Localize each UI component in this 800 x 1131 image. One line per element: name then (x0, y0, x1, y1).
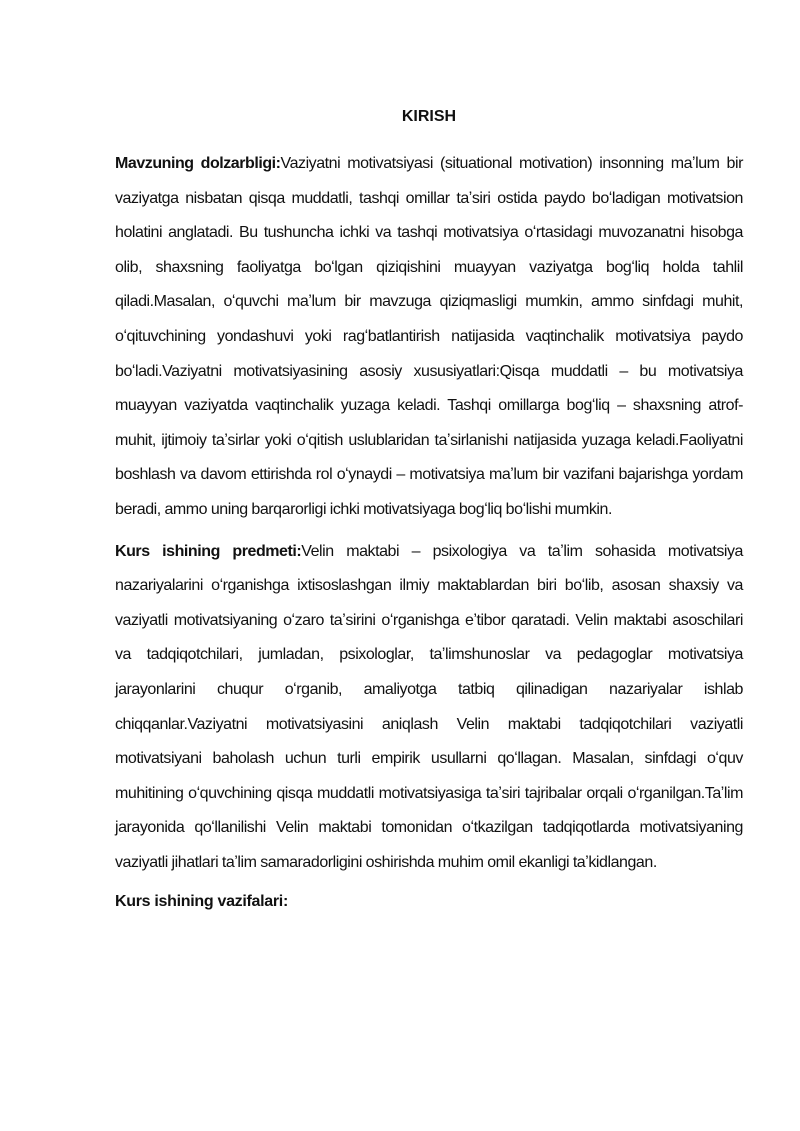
document-page (115, 100, 743, 917)
paragraph-text: Velin maktabi – psixologiya va taʼlim sohasida motivatsiya nazariyalarini oʻrganishga ixtisoslashgan ilmiy maktablardan biri boʻlib, asosan shaxsiy va vaziyatli motivatsiyaning oʻzaro taʼsirini oʻrganishga eʼtibor qaratadi. Velin maktabi asoschilari va tadqiqotchilari, jumladan, psixologlar, taʼlimshunoslar va pedagoglar motivatsiya jarayonlarini chuqur oʻrganib, amaliyotga tatbiq qilinadigan nazariyalar ishlab chiqqanlar.Vaziyatni motivatsiyasini aniqlash Velin maktabi tadqiqotchilari vaziyatli motivatsiyani baholash uchun turli empirik usullarni qoʻllagan. Masalan, sinfdagi oʻquv muhitining oʻquvchining qisqa muddatli motivatsiyasiga taʼsiri tajribalar orqali oʻrganilgan.Taʼlim jarayonida qoʻllanilishi Velin maktabi tomonidan oʻtkazilgan tadqiqotlarda motivatsiyaning vaziyatli jihatlari taʼlim samaradorligini oshirishda muhim omil ekanligi taʼkidlangan. (115, 542, 743, 871)
paragraph-text: Vaziyatni motivatsiyasi (situational motivation) insonning maʼlum bir vaziyatga nisbatan qisqa muddatli, tashqi omillar taʼsiri ostida paydo boʻladigan motivatsion holatini anglatadi. Bu tushuncha ichki va tashqi motivatsiya oʻrtasidagi muvozanatni hisobga olib, shaxsning faoliyatga boʻlgan qiziqishini muayyan vaziyatga bogʻliq holda tahlil qiladi.Masalan, oʻquvchi maʼlum bir mavzuga qiziqmasligi mumkin, ammo sinfdagi muhit, oʻqituvchining yondashuvi yoki ragʻbatlantirish natijasida vaqtinchalik motivatsiya paydo boʻladi.Vaziyatni motivatsiyasining asosiy xususiyatlari:Qisqa muddatli – bu motivatsiya muayyan vaziyatda vaqtinchalik yuzaga keladi. Tashqi omillarga bogʻliq – shaxsning atrof-muhit, ijtimoiy taʼsirlar yoki oʻqitish uslublaridan taʼsirlanishi natijasida yuzaga keladi.Faoliyatni boshlash va davom ettirishda rol oʻynaydi – motivatsiya maʼlum bir vazifani bajarishga yordam beradi, ammo uning barqarorligi ichki motivatsiyaga bogʻliq boʻlishi mumkin. (115, 155, 743, 518)
paragraph-subject (115, 535, 743, 881)
paragraph-lead: Kurs ishining predmeti: (115, 542, 302, 560)
section-heading-tasks: Kurs ishining vazifalari: (115, 893, 288, 911)
page-title: KIRISH (401, 108, 457, 125)
paragraph-relevance (115, 147, 743, 528)
paragraph-lead: Mavzuning dolzarbligi: (115, 155, 281, 172)
